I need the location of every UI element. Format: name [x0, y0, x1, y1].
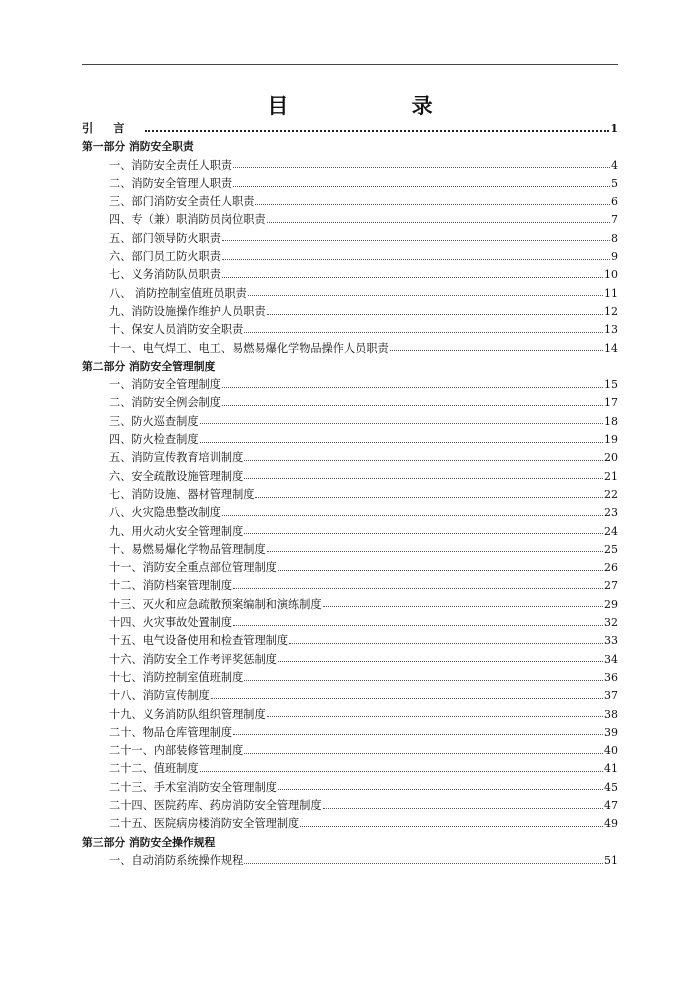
toc-entry-label: 九、消防设施操作维护人员职责 — [109, 304, 266, 318]
dot-leader — [222, 259, 610, 260]
toc-entry[interactable] — [82, 596, 618, 614]
page-title: 目 录 — [267, 94, 491, 118]
toc-page-number: 34 — [604, 652, 618, 666]
dot-leader — [233, 186, 610, 187]
dot-leader — [244, 478, 603, 479]
dot-leader — [222, 515, 603, 516]
toc-entry-label: 十一、电气焊工、电工、易燃易爆化学物品操作人员职责 — [109, 341, 389, 355]
toc-entry-label: 二十四、医院药库、药房消防安全管理制度 — [109, 798, 322, 812]
dot-leader — [278, 661, 603, 662]
dot-leader — [244, 460, 603, 461]
toc-entry[interactable] — [82, 230, 618, 248]
toc-entry[interactable] — [82, 340, 618, 358]
toc-page-number: 33 — [604, 634, 618, 648]
toc-page-number: 49 — [604, 817, 618, 831]
toc-entry[interactable] — [82, 797, 618, 815]
toc-entry-label: 引言 — [82, 122, 145, 135]
toc-page-number: 1 — [610, 122, 618, 135]
toc-entry[interactable] — [82, 285, 618, 303]
toc-entry-label: 八、火灾隐患整改制度 — [109, 506, 221, 520]
toc-entry[interactable] — [82, 815, 618, 833]
toc-entry[interactable] — [82, 614, 618, 632]
dot-leader — [244, 332, 603, 333]
toc-entry[interactable] — [82, 687, 618, 705]
dot-leader — [211, 698, 603, 699]
toc-page-number: 6 — [611, 195, 618, 209]
toc-page-number: 21 — [604, 469, 618, 483]
toc-entry[interactable] — [82, 523, 618, 541]
toc-entry-label: 一、自动消防系统操作规程 — [109, 853, 244, 867]
toc-entry[interactable] — [82, 468, 618, 486]
toc-page-number: 20 — [604, 451, 618, 465]
toc-entry[interactable] — [82, 193, 618, 211]
toc-part-heading[interactable] — [82, 358, 618, 376]
toc-entry-label: 十、保安人员消防安全职责 — [109, 323, 244, 337]
toc-entry-label: 十四、火灾事故处置制度 — [109, 616, 233, 630]
toc-entry-label: 十五、电气设备使用和检查管理制度 — [109, 634, 289, 648]
dot-leader — [200, 771, 603, 772]
toc-page-number: 40 — [604, 744, 618, 758]
toc-entry-label: 十九、义务消防队组织管理制度 — [109, 707, 266, 721]
toc-entry[interactable] — [82, 779, 618, 797]
toc-entry-label: 二十三、手术室消防安全管理制度 — [109, 780, 277, 794]
header-rule — [82, 64, 618, 65]
toc-page-number: 41 — [604, 762, 618, 776]
dot-leader — [222, 405, 603, 406]
toc-entry[interactable] — [82, 651, 618, 669]
toc-page-number: 38 — [604, 707, 618, 721]
toc-page-number: 26 — [604, 561, 618, 575]
toc-entry[interactable] — [82, 706, 618, 724]
part-heading-label: 第三部分 消防安全操作规程 — [82, 835, 216, 849]
toc-page-number: 24 — [604, 524, 618, 538]
dot-leader — [267, 314, 603, 315]
toc-page-number: 15 — [604, 378, 618, 392]
dot-leader — [222, 240, 610, 241]
toc-entry-label: 十三、灭火和应急疏散预案编制和演练制度 — [109, 597, 322, 611]
dot-leader — [233, 625, 603, 626]
toc-page-number: 4 — [611, 158, 618, 172]
toc-page-number: 47 — [604, 798, 618, 812]
toc-entry[interactable] — [82, 376, 618, 394]
toc-entry-label: 十、易燃易爆化学物品管理制度 — [109, 542, 266, 556]
toc-entry[interactable] — [82, 559, 618, 577]
toc-page-number: 27 — [604, 579, 618, 593]
toc-entry-label: 十七、消防控制室值班制度 — [109, 670, 244, 684]
toc-page-number: 17 — [604, 396, 618, 410]
toc-entry-label: 六、部门员工防火职责 — [109, 250, 221, 264]
dot-leader — [323, 606, 603, 607]
dot-leader — [145, 130, 609, 132]
dot-leader — [267, 551, 603, 552]
toc-entry[interactable] — [82, 266, 618, 284]
toc-entry[interactable] — [82, 486, 618, 504]
dot-leader — [248, 295, 603, 296]
toc-page-number: 9 — [611, 250, 618, 264]
toc-entry[interactable] — [82, 504, 618, 522]
toc-entry-label: 十八、消防宣传制度 — [109, 689, 210, 703]
toc-entry-label: 二十、物品仓库管理制度 — [109, 725, 233, 739]
toc-entry[interactable] — [82, 724, 618, 742]
dot-leader — [233, 734, 603, 735]
toc-entry-label: 二十二、值班制度 — [109, 762, 199, 776]
toc-entry[interactable] — [82, 852, 618, 870]
toc-entry[interactable] — [82, 669, 618, 687]
part-heading-label: 第二部分 消防安全管理制度 — [82, 359, 216, 373]
toc-entry-label: 二、消防安全例会制度 — [109, 396, 221, 410]
dot-leader — [323, 808, 603, 809]
dot-leader — [267, 716, 603, 717]
part-heading-label: 第一部分 消防安全职责 — [82, 140, 194, 154]
toc-entry-label: 十六、消防安全工作考评奖惩制度 — [109, 652, 277, 666]
dot-leader — [289, 643, 603, 644]
toc-page-number: 5 — [611, 176, 618, 190]
toc-entry-label: 三、防火巡查制度 — [109, 414, 199, 428]
toc-entry[interactable] — [82, 541, 618, 559]
toc-entry-label: 五、部门领导防火职责 — [109, 231, 221, 245]
toc-entry-label: 四、专（兼）职消防员岗位职责 — [109, 213, 266, 227]
toc-entry-label: 一、消防安全责任人职责 — [109, 158, 233, 172]
toc-entry[interactable] — [82, 175, 618, 193]
toc-page-number: 11 — [604, 286, 618, 300]
toc-page-number: 36 — [604, 670, 618, 684]
dot-leader — [200, 423, 603, 424]
toc-page-number: 45 — [604, 780, 618, 794]
toc-entry-label: 四、防火检查制度 — [109, 433, 199, 447]
dot-leader — [244, 753, 603, 754]
dot-leader — [200, 442, 603, 443]
toc-entry[interactable] — [82, 303, 618, 321]
toc-entry-label: 三、部门消防安全责任人职责 — [109, 195, 255, 209]
toc-entry[interactable] — [82, 211, 618, 229]
toc-entry-label: 二十五、医院病房楼消防安全管理制度 — [109, 817, 300, 831]
toc-page-number: 10 — [604, 268, 618, 282]
toc-entry-label: 五、消防宣传教育培训制度 — [109, 451, 244, 465]
toc-page-number: 18 — [604, 414, 618, 428]
toc-entry-label: 二十一、内部装修管理制度 — [109, 744, 244, 758]
toc-entry-label: 六、安全疏散设施管理制度 — [109, 469, 244, 483]
toc-page-number: 14 — [604, 341, 618, 355]
toc-entry-label: 九、用火动火安全管理制度 — [109, 524, 244, 538]
toc-entry[interactable] — [82, 760, 618, 778]
toc-entry[interactable] — [82, 632, 618, 650]
toc-entry[interactable] — [82, 577, 618, 595]
dot-leader — [244, 680, 603, 681]
toc-entry-label: 七、消防设施、器材管理制度 — [109, 487, 255, 501]
dot-leader — [278, 570, 603, 571]
table-of-contents — [82, 120, 618, 870]
dot-leader — [255, 204, 610, 205]
toc-page-number: 32 — [604, 616, 618, 630]
toc-page-number: 12 — [604, 304, 618, 318]
dot-leader — [278, 789, 603, 790]
toc-entry-label: 八、 消防控制室值班员职责 — [109, 286, 247, 300]
dot-leader — [244, 533, 603, 534]
toc-page-number: 39 — [604, 725, 618, 739]
toc-page-number: 37 — [604, 689, 618, 703]
toc-entry[interactable] — [82, 413, 618, 431]
dot-leader — [390, 350, 603, 351]
toc-page-number: 23 — [604, 506, 618, 520]
toc-parts — [82, 138, 618, 870]
toc-entry-label: 二、消防安全管理人职责 — [109, 176, 233, 190]
toc-entry[interactable] — [82, 742, 618, 760]
toc-entry[interactable] — [82, 449, 618, 467]
toc-entry-label: 七、义务消防队员职责 — [109, 268, 221, 282]
toc-page-number: 22 — [604, 487, 618, 501]
dot-leader — [233, 588, 603, 589]
toc-page-number: 29 — [604, 597, 618, 611]
toc-page-number: 51 — [604, 853, 618, 867]
toc-page-number: 7 — [611, 213, 618, 227]
toc-entry[interactable] — [82, 431, 618, 449]
toc-entry[interactable] — [82, 248, 618, 266]
toc-entry-label: 一、消防安全管理制度 — [109, 378, 221, 392]
dot-leader — [255, 497, 603, 498]
dot-leader — [222, 277, 603, 278]
toc-entry-label: 十二、消防档案管理制度 — [109, 579, 233, 593]
dot-leader — [222, 387, 603, 388]
toc-entry[interactable] — [82, 157, 618, 175]
dot-leader — [244, 863, 603, 864]
toc-page-number: 8 — [611, 231, 618, 245]
toc-entry[interactable] — [82, 394, 618, 412]
dot-leader — [233, 167, 610, 168]
toc-page-number: 13 — [604, 323, 618, 337]
toc-entry[interactable] — [82, 321, 618, 339]
toc-page-number: 25 — [604, 542, 618, 556]
toc-entry-intro[interactable] — [82, 120, 618, 138]
dot-leader — [300, 826, 603, 827]
toc-part-heading[interactable] — [82, 138, 618, 156]
toc-entry-label: 十一、消防安全重点部位管理制度 — [109, 561, 277, 575]
dot-leader — [267, 222, 610, 223]
toc-part-heading[interactable] — [82, 834, 618, 852]
toc-page-number: 19 — [604, 433, 618, 447]
